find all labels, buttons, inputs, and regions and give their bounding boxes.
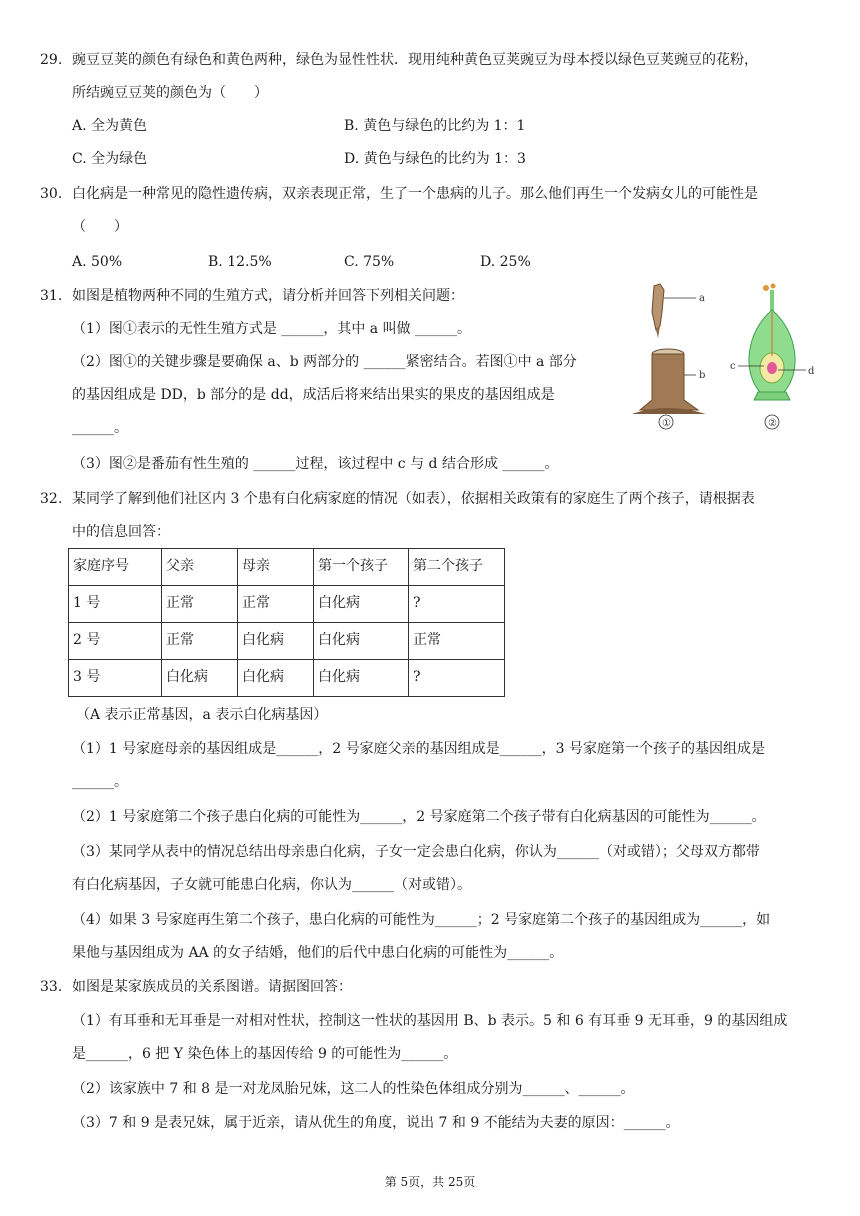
q32-gene-note: （A 表示正常基因，a 表示白化病基因） <box>76 707 328 723</box>
table-row <box>69 623 505 660</box>
table-header-row <box>69 549 505 586</box>
q31-part2-line2: 的基因组成是 DD，b 部分的是 dd，成活后将来结出果实的果皮的基因组成是 <box>72 387 555 403</box>
pistil-illustration <box>738 284 806 430</box>
table-cell: 白化病 <box>238 623 314 660</box>
q31-intro: 如图是植物两种不同的生殖方式，请分析并回答下列相关问题： <box>72 288 464 304</box>
q31-part2-line3: ______。 <box>72 420 128 436</box>
fig-label-a: a <box>699 293 705 304</box>
q29-option-c: C. 全为绿色 <box>72 151 148 167</box>
plant-reproduction-figure <box>626 282 826 432</box>
q33-part3: （3）7 和 9 是表兄妹，属于近亲，请从优生的角度，说出 7 和 9 不能结为夫妻的原因：______。 <box>72 1115 680 1131</box>
table-cell: 白化病 <box>314 660 409 697</box>
q31-part2-line1: （2）图①的关键步骤是要确保 a、b 两部分的 ______紧密结合。若图①中 a 部分 <box>72 354 577 370</box>
table-header: 父亲 <box>162 549 238 586</box>
q32-part2: （2）1 号家庭第二个孩子患白化病的可能性为______，2 号家庭第二个孩子带有白化病基因的可能性为______。 <box>72 809 766 825</box>
q30-stem-line2: （ ） <box>72 219 128 235</box>
grafting-illustration <box>632 284 706 429</box>
q30-stem-line1: 白化病是一种常见的隐性遗传病，双亲表现正常，生了一个患病的儿子。那么他们再生一个发病女儿的可能性是 <box>72 186 758 202</box>
table-cell: 正常 <box>162 586 238 623</box>
q30-option-c: C. 75% <box>344 254 395 270</box>
table-cell: 白化病 <box>238 660 314 697</box>
q33-part1-line1: （1）有耳垂和无耳垂是一对相对性状，控制这一性状的基因用 B、b 表示。5 和 6 有耳垂 9 无耳垂，9 的基因组成 <box>72 1013 788 1029</box>
q31-part3: （3）图②是番茄有性生殖的 ______过程，该过程中 c 与 d 结合形成 ______。 <box>72 456 559 472</box>
q32-part1-line2: ______。 <box>72 774 128 790</box>
q32-part3-line1: （3）某同学从表中的情况总结出母亲患白化病，子女一定会患白化病，你认为______（对或错）；父母双方都带 <box>72 844 760 860</box>
q29-option-d: D. 黄色与绿色的比约为 1：3 <box>344 151 526 167</box>
q33-intro: 如图是某家族成员的关系图谱。请据图回答： <box>72 979 352 995</box>
question-number-33: 33. <box>40 979 63 995</box>
table-cell: ? <box>409 586 505 623</box>
table-cell: 正常 <box>409 623 505 660</box>
q30-option-d: D. 25% <box>480 254 531 270</box>
q31-part1: （1）图①表示的无性生殖方式是 ______，其中 a 叫做 ______。 <box>72 321 472 337</box>
fig-label-c: c <box>730 361 736 372</box>
fig-label-d: d <box>808 366 815 377</box>
question-number-31: 31. <box>40 288 63 304</box>
q32-part3-line2: 有白化病基因，子女就可能患白化病，你认为______（对或错）。 <box>72 877 471 893</box>
table-cell: 1 号 <box>69 586 162 623</box>
table-cell: 3 号 <box>69 660 162 697</box>
fig-label-2: ② <box>768 418 777 429</box>
question-number-30: 30. <box>40 186 63 202</box>
table-cell: 正常 <box>238 586 314 623</box>
q30-option-b: B. 12.5% <box>208 254 272 270</box>
fig-label-1: ① <box>662 418 671 429</box>
q32-part4-line1: （4）如果 3 号家庭再生第二个孩子，患白化病的可能性为______；2 号家庭第二个孩子的基因组成为______，如 <box>72 912 771 928</box>
table-cell: 正常 <box>162 623 238 660</box>
q29-option-b: B. 黄色与绿色的比约为 1：1 <box>344 118 526 134</box>
question-number-32: 32. <box>40 491 63 507</box>
table-row <box>69 660 505 697</box>
q33-part2: （2）该家族中 7 和 8 是一对龙凤胎兄妹，这二人的性染色体组成分别为______、______。 <box>72 1081 635 1097</box>
fig-label-b: b <box>699 370 706 381</box>
q32-stem-line2: 中的信息回答： <box>72 524 170 540</box>
table-header: 母亲 <box>238 549 314 586</box>
table-cell: ? <box>409 660 505 697</box>
q30-option-a: A. 50% <box>72 254 123 270</box>
table-row <box>69 586 505 623</box>
table-header: 家庭序号 <box>69 549 162 586</box>
table-cell: 白化病 <box>162 660 238 697</box>
q29-stem-line2: 所结豌豆豆荚的颜色为（ ） <box>72 85 268 101</box>
table-header: 第一个孩子 <box>314 549 409 586</box>
table-cell: 2 号 <box>69 623 162 660</box>
q33-part1-line2: 是______，6 把 Y 染色体上的基因传给 9 的可能性为______。 <box>72 1046 458 1062</box>
q29-stem-line1: 豌豆豆荚的颜色有绿色和黄色两种，绿色为显性性状．现用纯种黄色豆荚豌豆为母本授以绿色豆荚豌豆的花粉， <box>72 52 758 68</box>
table-cell: 白化病 <box>314 623 409 660</box>
table-header: 第二个孩子 <box>409 549 505 586</box>
q32-part4-line2: 果他与基因组成为 AA 的女子结婚，他们的后代中患白化病的可能性为______。 <box>72 945 564 961</box>
q32-part1-line1: （1）1 号家庭母亲的基因组成是______，2 号家庭父亲的基因组成是______，3 号家庭第一个孩子的基因组成是 <box>72 741 765 757</box>
q32-stem-line1: 某同学了解到他们社区内 3 个患有白化病家庭的情况（如表），依据相关政策有的家庭生了两个孩子，请根据表 <box>72 491 755 507</box>
q29-option-a: A. 全为黄色 <box>72 118 148 134</box>
family-table <box>68 548 505 697</box>
page-footer: 第 5页，共 25页 <box>384 1175 476 1189</box>
question-number-29: 29. <box>40 52 63 68</box>
table-cell: 白化病 <box>314 586 409 623</box>
